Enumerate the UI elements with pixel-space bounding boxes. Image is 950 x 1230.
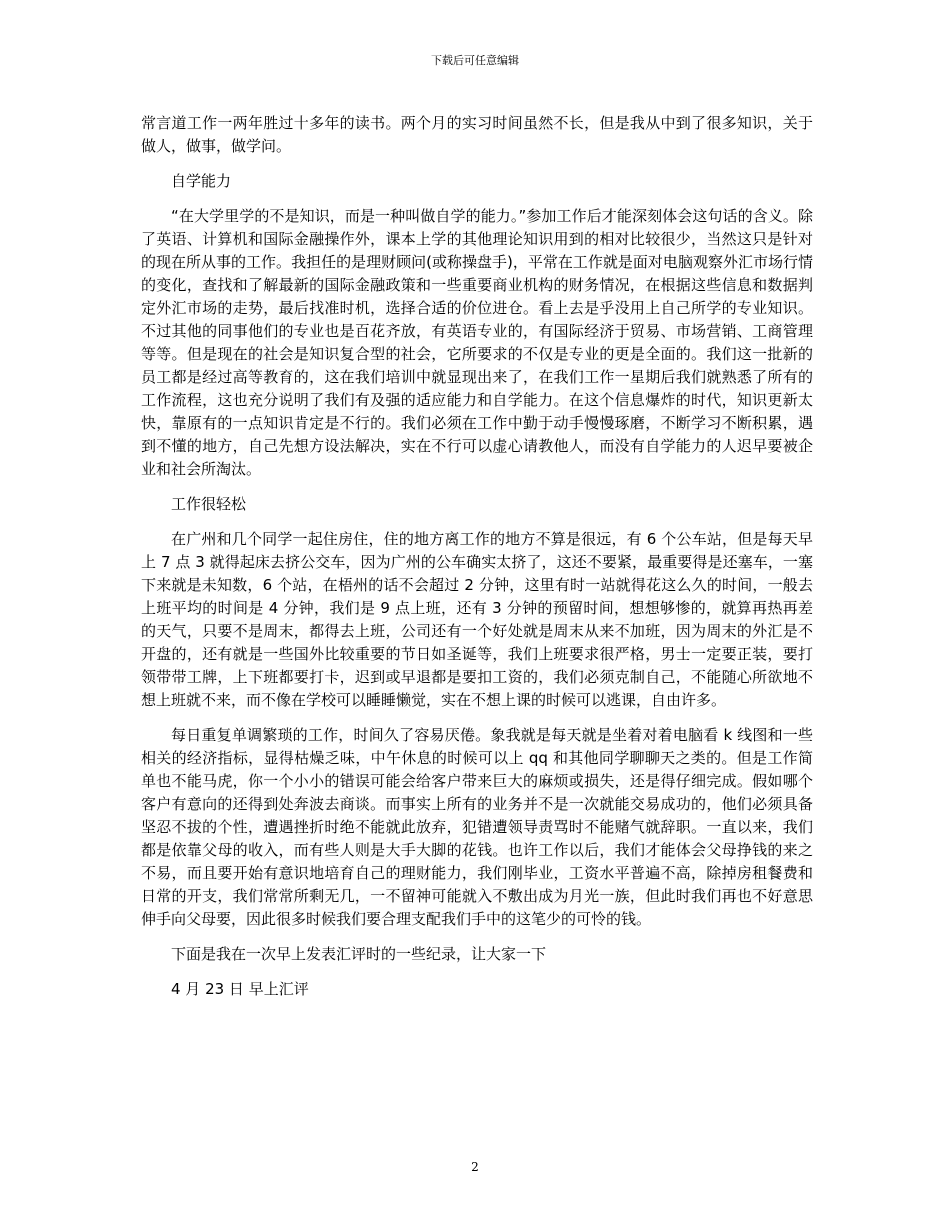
page-header: 下载后可任意编辑 bbox=[431, 54, 519, 67]
routine-paragraph: 每日重复单调繁琐的工作，时间久了容易厌倦。象我就是每天就是坐着对着电脑看 k 线图和一些相关的经济指标，显得枯燥乏味，中午休息的时候可以上 qq 和其他同学聊聊天之类的。但是工作简单也不能马虎，你一个小小的错误可能会给客户带来巨大的麻烦或损失，还是得仔细完成。假如哪个客户有意向的还得到处奔波去商谈。而事实上所有的业务并不是一次就能交易成功的，他们必须具备坚忍不拔的个性，遭遇挫折时绝不能就此放弃，犯错遭领导责骂时不能赌气就辞职。一直以来，我们都是依靠父母的收入，而有些人则是大手大脚的花钱。也许工作以后，我们才能体会父母挣钱的来之不易，而且要开始有意识地培育自己的理财能力，我们刚毕业，工资水平普遍不高，除掉房租餐费和日常的开支，我们常常所剩无几，一不留神可能就入不敷出成为月光一族，但此时我们再也不好意思伸手向父母要，因此很多时候我们要合理支配我们手中的这笔少的可怜的钱。 bbox=[141, 726, 813, 928]
self-learning-paragraph: “在大学里学的不是知识，而是一种叫做自学的能力。”参加工作后才能深刻体会这句话的含义。除了英语、计算机和国际金融操作外，课本上学的其他理论知识用到的相对比较很少，当然这只是针对的现在所从事的工作。我担任的是理财顾问(或称操盘手)，平常在工作就是面对电脑观察外汇市场行情的变化，查找和了解最新的国际金融政策和一些重要商业机构的财务情况，在根据这些信息和数据判定外汇市场的走势，最后找准时机，选择合适的价位进仓。看上去是乎没用上自己所学的专业知识。不过其他的同事他们的专业也是百花齐放，有英语专业的，有国际经济于贸易、市场营销、工商管理等等。但是现在的社会是知识复合型的社会，它所要求的不仅是专业的更是全面的。我们这一批新的员工都是经过高等教育的，这在我们培训中就显现出来了，在我们工作一星期后我们就熟悉了所有的工作流程，这也充分说明了我们有及强的适应能力和自学能力。在这个信息爆炸的时代，知识更新太快，靠原有的一点知识肯定是不行的。我们必须在工作中勤于动手慢慢琢磨，不断学习不断积累，遇到不懂的地方，自己先想方设法解决，实在不行可以虚心请教他人，而没有自学能力的人迟早要被企业和社会所淘汰。 bbox=[141, 207, 813, 478]
section-heading-self-learning: 自学能力 bbox=[171, 172, 232, 190]
record-intro-paragraph: 下面是我在一次早上发表汇评时的一些纪录，让大家一下 bbox=[171, 945, 547, 963]
page-number: 2 bbox=[471, 1160, 479, 1174]
intro-paragraph: 常言道工作一两年胜过十多年的读书。两个月的实习时间虽然不长，但是我从中到了很多知识，关于做人，做事，做学问。 bbox=[141, 114, 813, 155]
section-heading-easy-work: 工作很轻松 bbox=[171, 495, 247, 513]
document-body bbox=[141, 112, 813, 1013]
date-heading: 4 月 23 日 早上汇评 bbox=[171, 980, 309, 998]
commute-paragraph: 在广州和几个同学一起住房住，住的地方离工作的地方不算是很远，有 6 个公车站，但是每天早上 7 点 3 就得起床去挤公交车，因为广州的公车确实太挤了，这还不要紧，最重要得是还塞车，一塞下来就是未知数，6 个站，在梧州的话不会超过 2 分钟，这里有时一站就得花这么久的时间，一般去上班平均的时间是 4 分钟，我们是 9 点上班，还有 3 分钟的预留时间，想想够惨的，就算再热再差的天气，只要不是周末，都得去上班，公司还有一个好处就是周末从来不加班，因为周末的外汇是不开盘的，还有就是一些国外比较重要的节日如圣诞等，我们上班要求很严格，男士一定要正装，要打领带带工牌，上下班都要打卡，迟到或早退都是要扣工资的，我们必须克制自己，不能随心所欲地不想上班就不来，而不像在学校可以睡睡懒觉，实在不想上课的时候可以逃课，自由许多。 bbox=[141, 530, 813, 709]
